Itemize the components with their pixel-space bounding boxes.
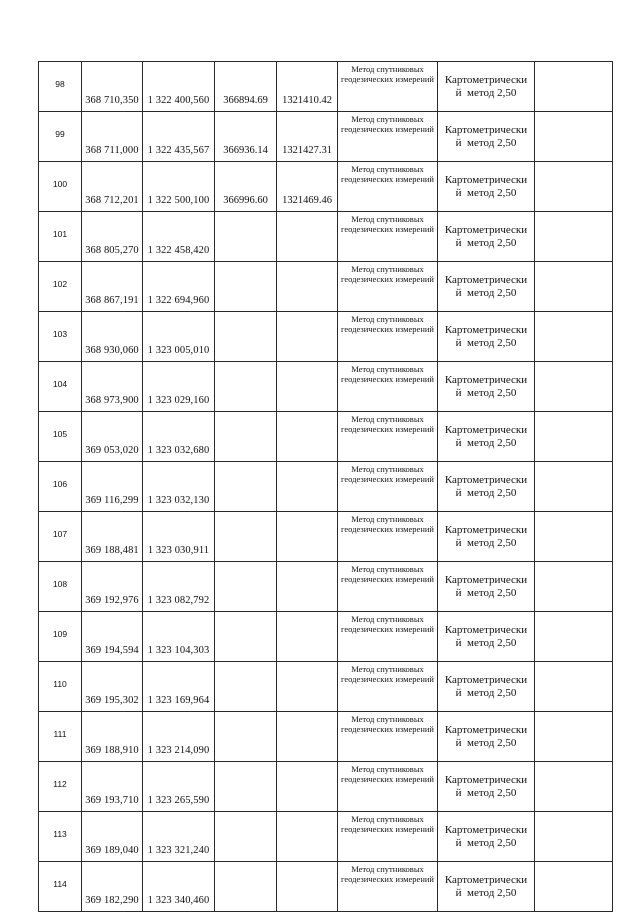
- y-coordinate-cell: 1 323 030,911: [143, 512, 215, 562]
- x-coordinate-cell: 368 711,000: [82, 112, 143, 162]
- point-number-cell: 114: [39, 862, 82, 912]
- method-cell: Метод спутниковых геодезических измерений: [338, 662, 438, 712]
- x-old-coordinate-cell: 366894.69: [215, 62, 277, 112]
- accuracy-line-2: й метод 2,50: [455, 86, 517, 99]
- table-row: [39, 462, 613, 512]
- accuracy-line-2: й метод 2,50: [455, 236, 517, 249]
- point-number-cell: 106: [39, 462, 82, 512]
- method-cell: Метод спутниковых геодезических измерений: [338, 512, 438, 562]
- empty-cell: [535, 62, 613, 112]
- accuracy-cell: [438, 412, 535, 462]
- table-row: [39, 412, 613, 462]
- method-cell: Метод спутниковых геодезических измерений: [338, 812, 438, 862]
- table-row: [39, 212, 613, 262]
- method-cell: Метод спутниковых геодезических измерений: [338, 112, 438, 162]
- y-coordinate-cell: 1 323 340,460: [143, 862, 215, 912]
- x-coordinate-cell: 368 712,201: [82, 162, 143, 212]
- y-coordinate-cell: 1 323 029,160: [143, 362, 215, 412]
- empty-cell: [535, 812, 613, 862]
- accuracy-line-1: Картометрически: [444, 723, 528, 736]
- accuracy-line-1: Картометрически: [444, 623, 528, 636]
- accuracy-line-1: Картометрически: [444, 873, 528, 886]
- accuracy-line-1: Картометрически: [444, 523, 528, 536]
- table-row: [39, 162, 613, 212]
- accuracy-cell: [438, 62, 535, 112]
- x-coordinate-cell: 369 182,290: [82, 862, 143, 912]
- accuracy-line-1: Картометрически: [444, 773, 528, 786]
- point-number-cell: 113: [39, 812, 82, 862]
- x-coordinate-cell: 368 930,060: [82, 312, 143, 362]
- table-row: [39, 62, 613, 112]
- x-old-coordinate-cell: [215, 862, 277, 912]
- y-coordinate-cell: 1 323 082,792: [143, 562, 215, 612]
- coordinates-table: [38, 61, 613, 912]
- x-coordinate-cell: 369 192,976: [82, 562, 143, 612]
- table-row: [39, 762, 613, 812]
- y-coordinate-cell: 1 322 500,100: [143, 162, 215, 212]
- y-old-coordinate-cell: [277, 262, 338, 312]
- empty-cell: [535, 212, 613, 262]
- empty-cell: [535, 712, 613, 762]
- y-coordinate-cell: 1 323 321,240: [143, 812, 215, 862]
- accuracy-line-2: й метод 2,50: [455, 886, 517, 899]
- table-row: [39, 362, 613, 412]
- empty-cell: [535, 512, 613, 562]
- accuracy-cell: [438, 362, 535, 412]
- point-number-cell: 101: [39, 212, 82, 262]
- accuracy-line-1: Картометрически: [444, 323, 528, 336]
- y-old-coordinate-cell: [277, 412, 338, 462]
- accuracy-cell: [438, 862, 535, 912]
- accuracy-cell: [438, 462, 535, 512]
- x-old-coordinate-cell: [215, 412, 277, 462]
- point-number-cell: 102: [39, 262, 82, 312]
- y-old-coordinate-cell: [277, 762, 338, 812]
- accuracy-line-1: Картометрически: [444, 373, 528, 386]
- method-cell: Метод спутниковых геодезических измерений: [338, 562, 438, 612]
- empty-cell: [535, 762, 613, 812]
- accuracy-line-2: й метод 2,50: [455, 636, 517, 649]
- y-old-coordinate-cell: [277, 312, 338, 362]
- accuracy-line-2: й метод 2,50: [455, 486, 517, 499]
- y-old-coordinate-cell: [277, 712, 338, 762]
- point-number-cell: 108: [39, 562, 82, 612]
- x-old-coordinate-cell: [215, 662, 277, 712]
- y-coordinate-cell: 1 323 032,680: [143, 412, 215, 462]
- point-number-cell: 103: [39, 312, 82, 362]
- x-coordinate-cell: 369 053,020: [82, 412, 143, 462]
- point-number-cell: 100: [39, 162, 82, 212]
- y-coordinate-cell: 1 322 694,960: [143, 262, 215, 312]
- accuracy-cell: [438, 612, 535, 662]
- method-cell: Метод спутниковых геодезических измерений: [338, 862, 438, 912]
- x-coordinate-cell: 369 116,299: [82, 462, 143, 512]
- accuracy-cell: [438, 162, 535, 212]
- accuracy-cell: [438, 762, 535, 812]
- accuracy-line-2: й метод 2,50: [455, 436, 517, 449]
- empty-cell: [535, 462, 613, 512]
- method-cell: Метод спутниковых геодезических измерений: [338, 712, 438, 762]
- empty-cell: [535, 162, 613, 212]
- x-old-coordinate-cell: [215, 512, 277, 562]
- empty-cell: [535, 612, 613, 662]
- accuracy-cell: [438, 312, 535, 362]
- empty-cell: [535, 662, 613, 712]
- y-coordinate-cell: 1 322 400,560: [143, 62, 215, 112]
- accuracy-line-1: Картометрически: [444, 223, 528, 236]
- x-old-coordinate-cell: [215, 312, 277, 362]
- accuracy-cell: [438, 112, 535, 162]
- table-row: [39, 512, 613, 562]
- y-coordinate-cell: 1 323 169,964: [143, 662, 215, 712]
- accuracy-line-1: Картометрически: [444, 173, 528, 186]
- method-cell: Метод спутниковых геодезических измерений: [338, 412, 438, 462]
- empty-cell: [535, 412, 613, 462]
- table-row: [39, 812, 613, 862]
- accuracy-line-2: й метод 2,50: [455, 536, 517, 549]
- point-number-cell: 104: [39, 362, 82, 412]
- accuracy-line-1: Картометрически: [444, 673, 528, 686]
- empty-cell: [535, 362, 613, 412]
- method-cell: Метод спутниковых геодезических измерений: [338, 762, 438, 812]
- method-cell: Метод спутниковых геодезических измерений: [338, 262, 438, 312]
- y-coordinate-cell: 1 323 214,090: [143, 712, 215, 762]
- y-coordinate-cell: 1 323 032,130: [143, 462, 215, 512]
- table-row: [39, 712, 613, 762]
- x-coordinate-cell: 369 189,040: [82, 812, 143, 862]
- y-coordinate-cell: 1 323 104,303: [143, 612, 215, 662]
- accuracy-cell: [438, 212, 535, 262]
- x-old-coordinate-cell: [215, 612, 277, 662]
- accuracy-line-2: й метод 2,50: [455, 136, 517, 149]
- y-old-coordinate-cell: 1321427.31: [277, 112, 338, 162]
- accuracy-line-1: Картометрически: [444, 573, 528, 586]
- x-old-coordinate-cell: [215, 462, 277, 512]
- y-coordinate-cell: 1 323 005,010: [143, 312, 215, 362]
- accuracy-line-2: й метод 2,50: [455, 786, 517, 799]
- table-row: [39, 662, 613, 712]
- accuracy-line-1: Картометрически: [444, 823, 528, 836]
- point-number-cell: 98: [39, 62, 82, 112]
- method-cell: Метод спутниковых геодезических измерений: [338, 362, 438, 412]
- y-old-coordinate-cell: [277, 462, 338, 512]
- x-coordinate-cell: 369 194,594: [82, 612, 143, 662]
- x-old-coordinate-cell: [215, 712, 277, 762]
- accuracy-line-2: й метод 2,50: [455, 586, 517, 599]
- y-old-coordinate-cell: [277, 512, 338, 562]
- x-coordinate-cell: 368 867,191: [82, 262, 143, 312]
- point-number-cell: 109: [39, 612, 82, 662]
- point-number-cell: 99: [39, 112, 82, 162]
- y-old-coordinate-cell: [277, 362, 338, 412]
- x-coordinate-cell: 369 188,481: [82, 512, 143, 562]
- method-cell: Метод спутниковых геодезических измерений: [338, 62, 438, 112]
- y-old-coordinate-cell: 1321469.46: [277, 162, 338, 212]
- x-coordinate-cell: 368 805,270: [82, 212, 143, 262]
- empty-cell: [535, 262, 613, 312]
- table-row: [39, 612, 613, 662]
- empty-cell: [535, 312, 613, 362]
- accuracy-line-2: й метод 2,50: [455, 186, 517, 199]
- y-old-coordinate-cell: [277, 862, 338, 912]
- x-coordinate-cell: 368 973,900: [82, 362, 143, 412]
- point-number-cell: 111: [39, 712, 82, 762]
- y-old-coordinate-cell: [277, 662, 338, 712]
- accuracy-cell: [438, 662, 535, 712]
- method-cell: Метод спутниковых геодезических измерений: [338, 312, 438, 362]
- y-old-coordinate-cell: 1321410.42: [277, 62, 338, 112]
- y-coordinate-cell: 1 322 435,567: [143, 112, 215, 162]
- x-old-coordinate-cell: [215, 212, 277, 262]
- accuracy-line-1: Картометрически: [444, 273, 528, 286]
- table-row: [39, 262, 613, 312]
- accuracy-cell: [438, 262, 535, 312]
- x-old-coordinate-cell: [215, 762, 277, 812]
- accuracy-cell: [438, 712, 535, 762]
- accuracy-line-1: Картометрически: [444, 423, 528, 436]
- accuracy-line-1: Картометрически: [444, 73, 528, 86]
- accuracy-line-2: й метод 2,50: [455, 386, 517, 399]
- y-coordinate-cell: 1 323 265,590: [143, 762, 215, 812]
- point-number-cell: 105: [39, 412, 82, 462]
- accuracy-cell: [438, 512, 535, 562]
- accuracy-line-1: Картометрически: [444, 473, 528, 486]
- x-old-coordinate-cell: 366936.14: [215, 112, 277, 162]
- accuracy-cell: [438, 562, 535, 612]
- y-old-coordinate-cell: [277, 612, 338, 662]
- x-coordinate-cell: 369 193,710: [82, 762, 143, 812]
- accuracy-line-2: й метод 2,50: [455, 286, 517, 299]
- table-row: [39, 312, 613, 362]
- accuracy-line-1: Картометрически: [444, 123, 528, 136]
- x-coordinate-cell: 368 710,350: [82, 62, 143, 112]
- y-old-coordinate-cell: [277, 212, 338, 262]
- method-cell: Метод спутниковых геодезических измерений: [338, 212, 438, 262]
- y-old-coordinate-cell: [277, 812, 338, 862]
- method-cell: Метод спутниковых геодезических измерений: [338, 462, 438, 512]
- point-number-cell: 107: [39, 512, 82, 562]
- point-number-cell: 112: [39, 762, 82, 812]
- y-old-coordinate-cell: [277, 562, 338, 612]
- table-row: [39, 562, 613, 612]
- x-old-coordinate-cell: [215, 812, 277, 862]
- x-old-coordinate-cell: [215, 562, 277, 612]
- table-row: [39, 112, 613, 162]
- x-old-coordinate-cell: 366996.60: [215, 162, 277, 212]
- accuracy-line-2: й метод 2,50: [455, 686, 517, 699]
- point-number-cell: 110: [39, 662, 82, 712]
- method-cell: Метод спутниковых геодезических измерений: [338, 162, 438, 212]
- empty-cell: [535, 862, 613, 912]
- accuracy-line-2: й метод 2,50: [455, 336, 517, 349]
- accuracy-line-2: й метод 2,50: [455, 836, 517, 849]
- x-old-coordinate-cell: [215, 262, 277, 312]
- empty-cell: [535, 112, 613, 162]
- empty-cell: [535, 562, 613, 612]
- accuracy-line-2: й метод 2,50: [455, 736, 517, 749]
- table-body: [39, 62, 613, 912]
- accuracy-cell: [438, 812, 535, 862]
- x-coordinate-cell: 369 195,302: [82, 662, 143, 712]
- x-coordinate-cell: 369 188,910: [82, 712, 143, 762]
- x-old-coordinate-cell: [215, 362, 277, 412]
- y-coordinate-cell: 1 322 458,420: [143, 212, 215, 262]
- table-row: [39, 862, 613, 912]
- method-cell: Метод спутниковых геодезических измерений: [338, 612, 438, 662]
